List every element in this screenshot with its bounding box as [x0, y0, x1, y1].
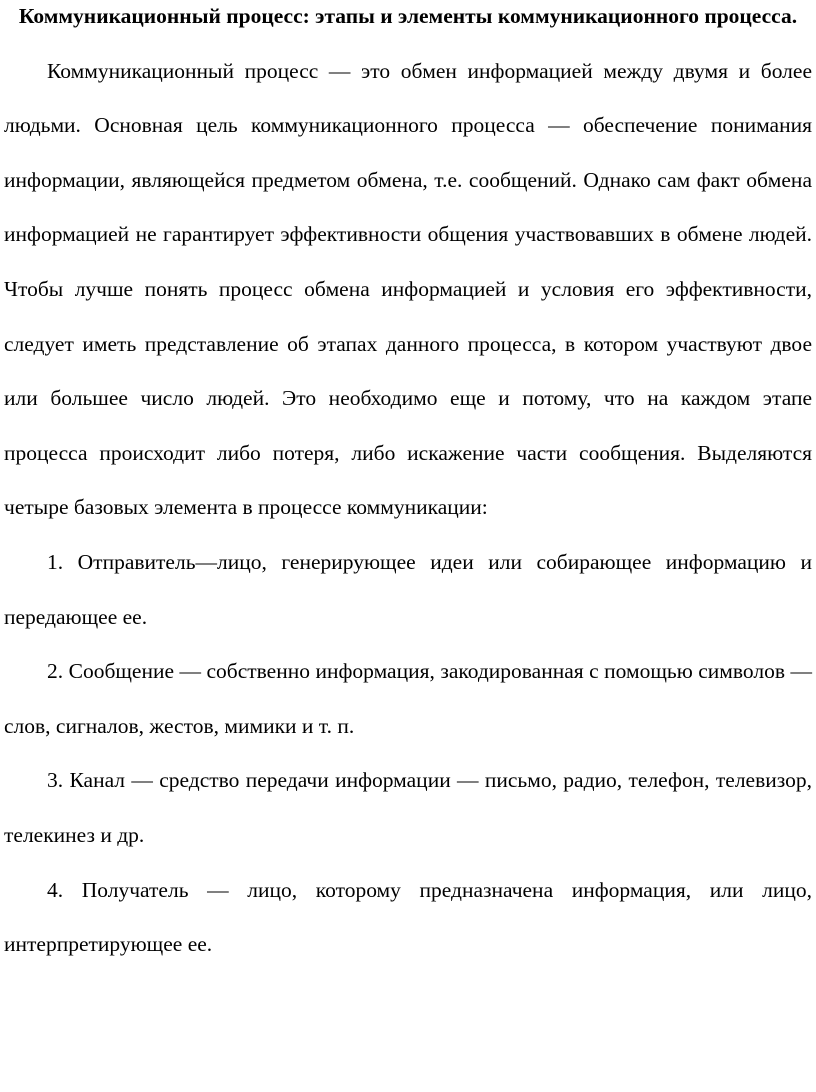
document-title: Коммуникационный процесс: этапы и элементы коммуникационного процесса. — [18, 4, 798, 28]
element-item-receiver: 4. Получатель — лицо, которому предназначена информация, или лицо, интерпретирующее ее. — [4, 877, 812, 957]
element-item-sender: 1. Отправитель—лицо, генерирующее идеи или собирающее информацию и передающее ее. — [4, 549, 812, 629]
intro-paragraph: Коммуникационный процесс — это обмен информацией между двумя и более людьми. Основная цель коммуникационного процесса — обеспечение понимания информации, являющейся предметом обмена, т.е. сообщений. Однако сам факт обмена информацией не гарантирует эффективности общения участвовавших в обмене людей. Чтобы лучше понять процесс обмена информацией и условия его эффективности, следует иметь представление об этапах данного процесса, в котором участвуют двое или большее число людей. Это необходимо еще и потому, что на каждом этапе процесса происходит либо потеря, либо искажение части сообщения. Выделяются четыре базовых элемента в процессе коммуникации: — [4, 58, 812, 520]
element-item-message: 2. Сообщение — собственно информация, закодированная с помощью символов — слов, сигналов, жестов, мимики и т. п. — [4, 659, 812, 738]
element-item-channel: 3. Канал — средство передачи информации — письмо, радио, телефон, телевизор, телекинез и др. — [4, 768, 812, 847]
